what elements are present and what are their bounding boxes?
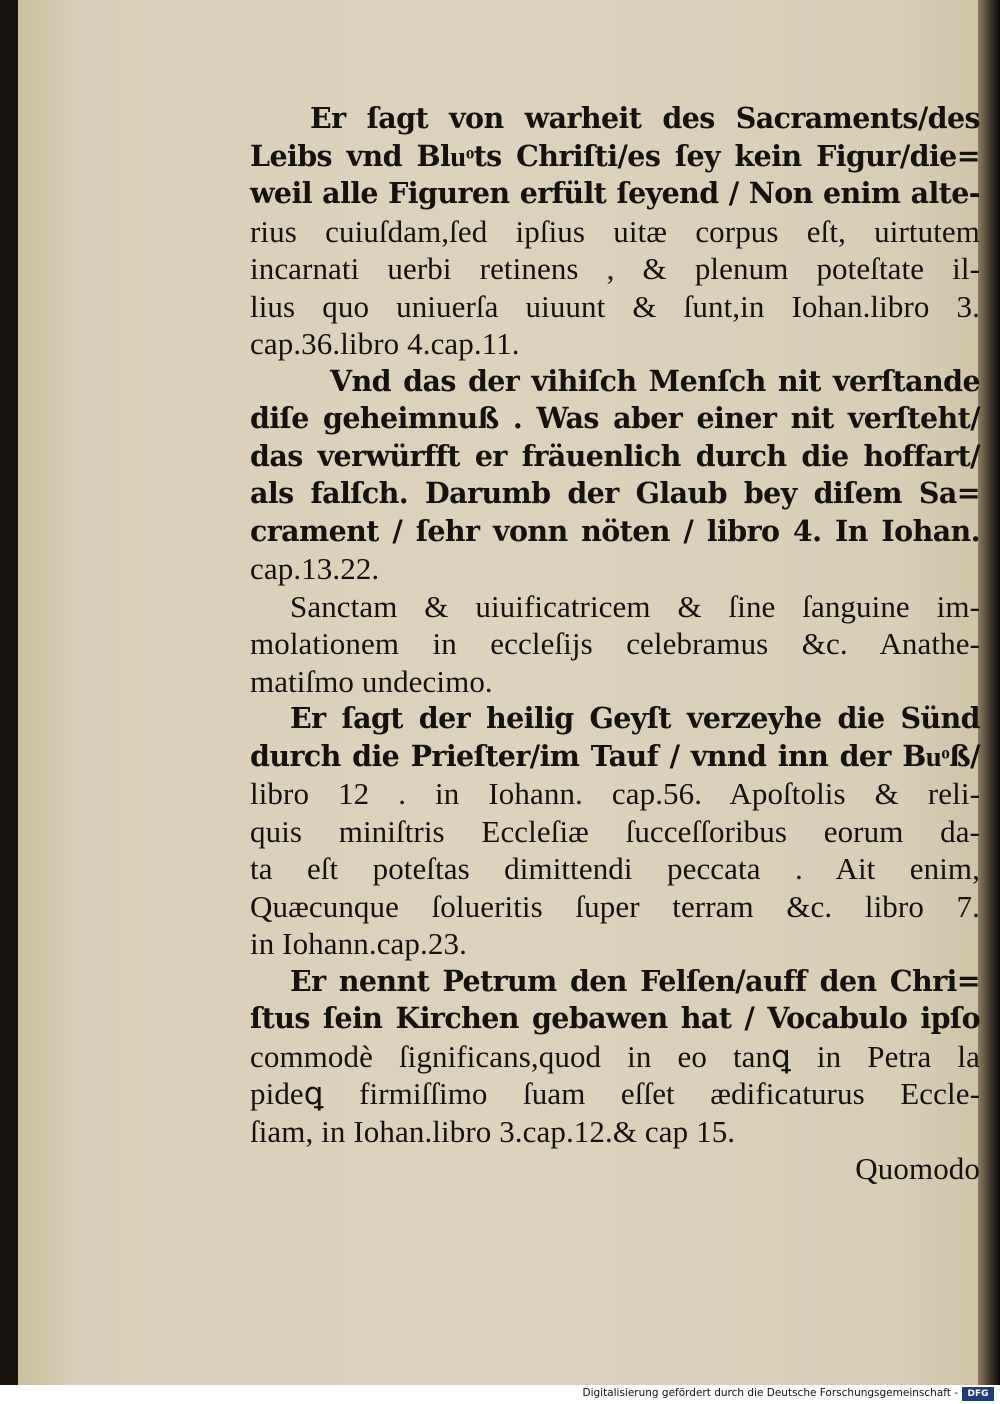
scan-frame-left	[0, 0, 18, 1385]
text-line: diſe geheimnuß . Was aber einer nit verſteht/	[250, 401, 980, 435]
text-line: Vnd das der vihiſch Menſch nit verſtande	[330, 363, 980, 398]
text-line: pideꝗ firmiſſimo ſuam eſſet ædificaturus Eccle-	[250, 1076, 980, 1111]
dfg-logo: DFG	[962, 1387, 994, 1401]
funding-credit: Digitalisierung gefördert durch die Deutsche Forschungsgemeinschaft -	[582, 1387, 958, 1399]
text-line: libro 12 . in Iohann. cap.56. Apoſtolis & reli-	[250, 776, 980, 811]
text-line: commodè ſignificans,quod in eo tanꝗ in Petra la	[250, 1038, 980, 1074]
text-line: quis miniſtris Eccleſiæ ſucceſſoribus eorum da-	[250, 813, 980, 849]
text-line: crament / ſehr vonn nöten / libro 4. In Iohan.	[250, 513, 980, 548]
text-line: ſiam, in Iohan.libro 3.cap.12.& cap 15.	[250, 1113, 736, 1149]
text-line: Er ſagt von warheit des Sacraments/des	[310, 101, 980, 135]
text-line: Quæcunque ſolueritis ſuper terram &c. libro 7.	[250, 888, 980, 924]
text-line: molationem in eccleſijs celebramus &c. Anathe-	[250, 626, 980, 661]
text-line: matiſmo undecimo.	[250, 663, 493, 699]
text-line: durch die Prieſter/im Tauf / vnnd inn der Buͦß/	[250, 738, 980, 773]
page-gutter-shadow	[978, 0, 1000, 1385]
text-line: incarnati uerbi retinens , & plenum poteſtate il-	[250, 251, 980, 286]
text-line: das verwürfft er fräuenlich durch die hoffart/	[250, 438, 980, 473]
text-line: Sanctam & uiuificatricem & ſine ſanguine im-	[290, 588, 980, 624]
text-line: cap.36.libro 4.cap.11.	[250, 326, 520, 361]
text-line: ſtus ſein Kirchen gebawen hat / Vocabulo ipſo	[250, 1001, 980, 1035]
text-line: ta eſt poteſtas dimittendi peccata . Ait enim,	[250, 851, 980, 886]
text-line: weil alle Figuren erfült ſeyend / Non enim alte-	[250, 176, 980, 210]
text-line: cap.13.22.	[250, 551, 380, 586]
text-line: als falſch. Darumb der Glaub bey diſem Sa=	[250, 476, 980, 510]
text-line: in Iohann.cap.23.	[250, 926, 467, 961]
text-line: Leibs vnd Bluͦts Chriſti/es ſey kein Figur/die=	[250, 138, 980, 173]
text-line: Er nennt Petrum den Felſen/auff den Chri=	[290, 963, 980, 998]
text-line: lius quo uniuerſa uiuunt & ſunt,in Iohan.libro 3.	[250, 288, 980, 324]
text-line: Er ſagt der heilig Geyſt verzeyhe die Sünd	[290, 701, 980, 735]
catchword: Quomodo	[855, 1151, 980, 1186]
page-text	[250, 100, 980, 1188]
text-line: rius cuiuſdam,ſed ipſius uitæ corpus eſt, uirtutem	[250, 213, 980, 249]
